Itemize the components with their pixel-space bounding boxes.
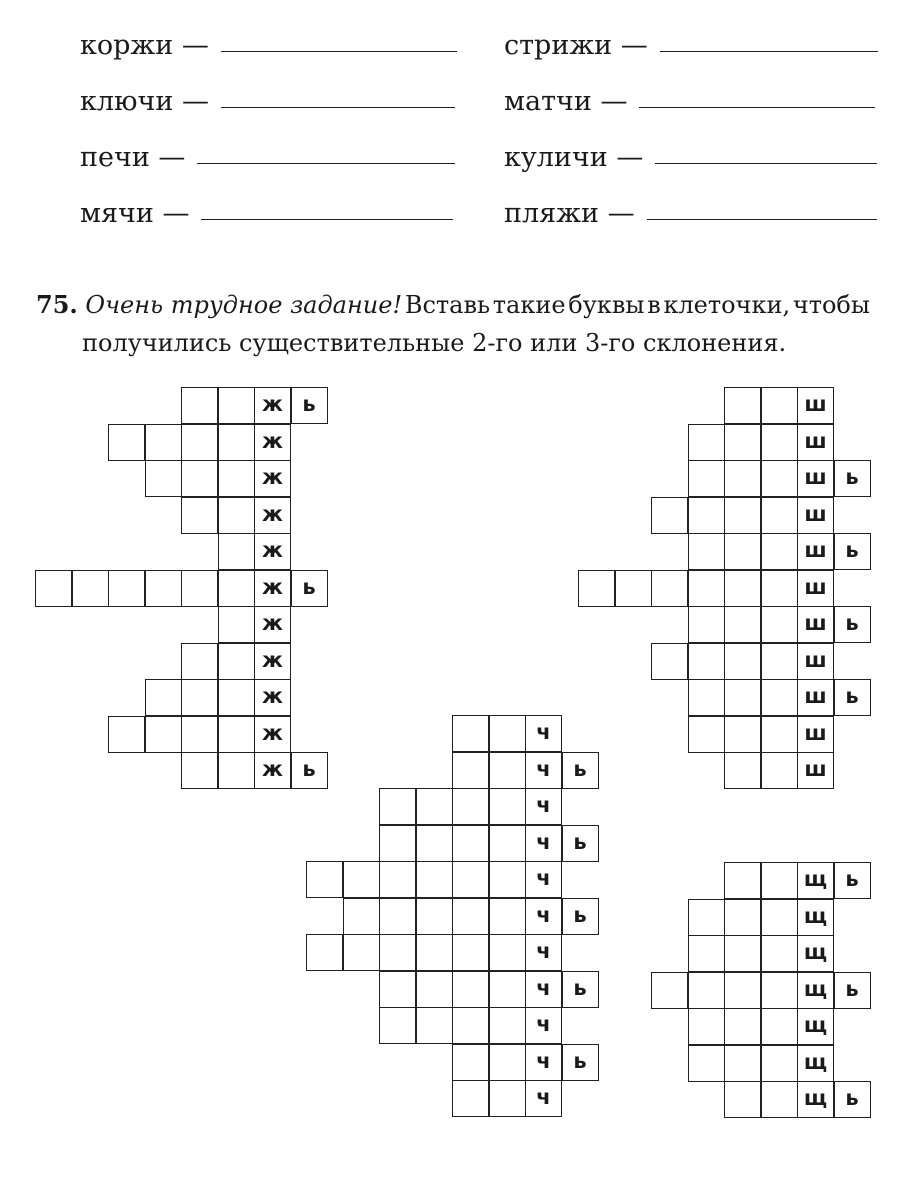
blank-cell[interactable]	[416, 898, 453, 935]
word-row-4	[504, 86, 875, 117]
blank-cell[interactable]	[416, 934, 453, 971]
blank-cell[interactable]	[218, 606, 255, 643]
task-word: клеточки,	[663, 291, 791, 319]
letter-cell: ш	[797, 497, 834, 534]
blank-cell[interactable]	[306, 861, 343, 898]
letter-cell: щ	[797, 1081, 834, 1118]
word-row-8	[504, 198, 877, 229]
blank-cell[interactable]	[218, 570, 255, 607]
letter-cell: щ	[797, 1008, 834, 1045]
blank-cell[interactable]	[181, 424, 218, 461]
blank-cell[interactable]	[452, 715, 489, 752]
blank-cell[interactable]	[761, 606, 798, 643]
blank-cell[interactable]	[452, 934, 489, 971]
letter-cell: ж	[254, 606, 291, 643]
answer-line[interactable]	[639, 106, 875, 108]
blank-cell[interactable]	[145, 424, 182, 461]
blank-cell[interactable]	[761, 1081, 798, 1118]
word-label: коржи —	[80, 30, 209, 61]
task-word: Вставь	[404, 291, 491, 319]
blank-cell[interactable]	[145, 570, 182, 607]
letter-cell: ч	[525, 898, 562, 935]
letter-cell: ж	[254, 497, 291, 534]
word-row-1	[80, 30, 457, 61]
blank-cell[interactable]	[761, 935, 798, 972]
blank-cell[interactable]	[489, 898, 526, 935]
blank-cell[interactable]	[724, 570, 761, 607]
blank-cell[interactable]	[145, 679, 182, 716]
word-row-6	[504, 142, 877, 173]
task-lead	[36, 286, 402, 324]
task-word: такие	[492, 291, 566, 319]
blank-cell[interactable]	[688, 497, 725, 534]
blank-cell[interactable]	[452, 825, 489, 862]
blank-cell[interactable]	[452, 1080, 489, 1117]
word-label: куличи —	[504, 142, 644, 173]
letter-cell: ш	[797, 570, 834, 607]
blank-cell[interactable]	[761, 972, 798, 1009]
blank-cell[interactable]	[35, 570, 72, 607]
letter-cell: ж	[254, 716, 291, 753]
task-line-1	[36, 286, 870, 324]
letter-cell: ч	[525, 788, 562, 825]
blank-cell[interactable]	[724, 679, 761, 716]
task-word: чтобы	[792, 291, 870, 319]
blank-cell[interactable]	[724, 387, 761, 424]
letter-cell: ш	[797, 533, 834, 570]
letter-cell: ж	[254, 460, 291, 497]
task-number: 75.	[36, 290, 78, 319]
blank-cell[interactable]	[181, 460, 218, 497]
blank-cell[interactable]	[108, 716, 145, 753]
blank-cell[interactable]	[724, 862, 761, 899]
blank-cell[interactable]	[218, 424, 255, 461]
blank-cell[interactable]	[688, 899, 725, 936]
blank-cell[interactable]	[761, 460, 798, 497]
blank-cell[interactable]	[379, 934, 416, 971]
letter-cell: щ	[797, 899, 834, 936]
blank-cell[interactable]	[688, 533, 725, 570]
letter-cell: ч	[525, 971, 562, 1008]
blank-cell[interactable]	[306, 934, 343, 971]
blank-cell[interactable]	[489, 715, 526, 752]
blank-cell[interactable]	[218, 752, 255, 789]
blank-cell[interactable]	[343, 934, 380, 971]
blank-cell[interactable]	[724, 1008, 761, 1045]
blank-cell[interactable]	[651, 643, 688, 680]
blank-cell[interactable]	[379, 971, 416, 1008]
letter-cell: ж	[254, 424, 291, 461]
letter-cell: ь	[562, 752, 599, 789]
blank-cell[interactable]	[181, 643, 218, 680]
word-row-2	[504, 30, 878, 61]
blank-cell[interactable]	[108, 424, 145, 461]
task-hint: Очень трудное задание!	[85, 291, 403, 319]
letter-cell: ш	[797, 460, 834, 497]
letter-cell: ь	[834, 972, 871, 1009]
blank-cell[interactable]	[489, 971, 526, 1008]
blank-cell[interactable]	[489, 1007, 526, 1044]
blank-cell[interactable]	[489, 788, 526, 825]
letter-cell: щ	[797, 935, 834, 972]
blank-cell[interactable]	[145, 716, 182, 753]
word-label: мячи —	[80, 198, 190, 229]
letter-cell: ж	[254, 679, 291, 716]
blank-cell[interactable]	[218, 497, 255, 534]
letter-cell: ч	[525, 1007, 562, 1044]
blank-cell[interactable]	[724, 935, 761, 972]
blank-cell[interactable]	[181, 570, 218, 607]
blank-cell[interactable]	[761, 716, 798, 753]
blank-cell[interactable]	[416, 788, 453, 825]
letter-cell: ч	[525, 825, 562, 862]
blank-cell[interactable]	[761, 899, 798, 936]
blank-cell[interactable]	[724, 1081, 761, 1118]
blank-cell[interactable]	[416, 861, 453, 898]
blank-cell[interactable]	[181, 679, 218, 716]
blank-cell[interactable]	[688, 1045, 725, 1082]
blank-cell[interactable]	[181, 387, 218, 424]
letter-cell: ь	[834, 533, 871, 570]
answer-line[interactable]	[221, 106, 455, 108]
blank-cell[interactable]	[578, 570, 615, 607]
blank-cell[interactable]	[489, 1044, 526, 1081]
blank-cell[interactable]	[761, 1008, 798, 1045]
task-word: буквы	[568, 291, 645, 319]
letter-cell: ж	[254, 643, 291, 680]
blank-cell[interactable]	[688, 972, 725, 1009]
letter-cell: ж	[254, 752, 291, 789]
answer-line[interactable]	[647, 218, 877, 220]
blank-cell[interactable]	[416, 971, 453, 1008]
letter-cell: ч	[525, 1044, 562, 1081]
blank-cell[interactable]	[489, 752, 526, 789]
blank-cell[interactable]	[651, 497, 688, 534]
blank-cell[interactable]	[761, 497, 798, 534]
blank-cell[interactable]	[761, 752, 798, 789]
word-label: пляжи —	[504, 198, 635, 229]
blank-cell[interactable]	[688, 1008, 725, 1045]
blank-cell[interactable]	[343, 898, 380, 935]
blank-cell[interactable]	[452, 971, 489, 1008]
blank-cell[interactable]	[489, 861, 526, 898]
letter-cell: ж	[254, 387, 291, 424]
blank-cell[interactable]	[452, 1007, 489, 1044]
letter-cell: ш	[797, 606, 834, 643]
letter-cell: ь	[291, 752, 328, 789]
letter-cell: ш	[797, 716, 834, 753]
letter-cell: ч	[525, 752, 562, 789]
blank-cell[interactable]	[218, 643, 255, 680]
blank-cell[interactable]	[145, 460, 182, 497]
blank-cell[interactable]	[181, 752, 218, 789]
letter-cell: ь	[834, 679, 871, 716]
letter-cell: ш	[797, 643, 834, 680]
blank-cell[interactable]	[489, 1080, 526, 1117]
word-label: ключи —	[80, 86, 209, 117]
blank-cell[interactable]	[724, 972, 761, 1009]
task-75	[36, 286, 870, 362]
letter-cell: ь	[562, 971, 599, 1008]
blank-cell[interactable]	[416, 1007, 453, 1044]
blank-cell[interactable]	[108, 570, 145, 607]
letter-cell: ч	[525, 1080, 562, 1117]
blank-cell[interactable]	[724, 460, 761, 497]
letter-cell: ь	[562, 898, 599, 935]
blank-cell[interactable]	[452, 861, 489, 898]
letter-cell: ь	[834, 460, 871, 497]
letter-cell: ч	[525, 934, 562, 971]
blank-cell[interactable]	[724, 716, 761, 753]
letter-cell: ь	[834, 606, 871, 643]
blank-cell[interactable]	[651, 972, 688, 1009]
letter-cell: ь	[291, 387, 328, 424]
letter-cell: ь	[562, 825, 599, 862]
blank-cell[interactable]	[72, 570, 109, 607]
letter-cell: ь	[834, 1081, 871, 1118]
word-row-5	[80, 142, 455, 173]
blank-cell[interactable]	[615, 570, 652, 607]
letter-cell: ь	[291, 570, 328, 607]
blank-cell[interactable]	[218, 387, 255, 424]
blank-cell[interactable]	[688, 424, 725, 461]
blank-cell[interactable]	[761, 387, 798, 424]
blank-cell[interactable]	[181, 716, 218, 753]
letter-cell: щ	[797, 1045, 834, 1082]
blank-cell[interactable]	[688, 606, 725, 643]
word-label: стрижи —	[504, 30, 648, 61]
blank-cell[interactable]	[452, 752, 489, 789]
blank-cell[interactable]	[218, 679, 255, 716]
blank-cell[interactable]	[379, 1007, 416, 1044]
blank-cell[interactable]	[452, 898, 489, 935]
blank-cell[interactable]	[218, 460, 255, 497]
blank-cell[interactable]	[688, 570, 725, 607]
blank-cell[interactable]	[688, 460, 725, 497]
blank-cell[interactable]	[688, 679, 725, 716]
blank-cell[interactable]	[724, 899, 761, 936]
letter-cell: ч	[525, 861, 562, 898]
blank-cell[interactable]	[218, 716, 255, 753]
answer-line[interactable]	[660, 50, 878, 52]
letter-cell: ч	[525, 715, 562, 752]
blank-cell[interactable]	[452, 1044, 489, 1081]
blank-cell[interactable]	[688, 643, 725, 680]
blank-cell[interactable]	[761, 533, 798, 570]
blank-cell[interactable]	[761, 862, 798, 899]
blank-cell[interactable]	[761, 679, 798, 716]
answer-line[interactable]	[201, 218, 453, 220]
blank-cell[interactable]	[724, 1045, 761, 1082]
answer-line[interactable]	[197, 162, 455, 164]
blank-cell[interactable]	[416, 825, 453, 862]
letter-cell: ж	[254, 533, 291, 570]
blank-cell[interactable]	[761, 643, 798, 680]
blank-cell[interactable]	[343, 861, 380, 898]
blank-cell[interactable]	[379, 861, 416, 898]
blank-cell[interactable]	[379, 788, 416, 825]
letter-cell: ш	[797, 679, 834, 716]
letter-cell: щ	[797, 862, 834, 899]
answer-line[interactable]	[655, 162, 877, 164]
letter-cell: ь	[562, 1044, 599, 1081]
letter-cell: ш	[797, 752, 834, 789]
blank-cell[interactable]	[761, 1045, 798, 1082]
blank-cell[interactable]	[379, 898, 416, 935]
blank-cell[interactable]	[489, 934, 526, 971]
blank-cell[interactable]	[761, 570, 798, 607]
task-word: в	[647, 291, 661, 319]
task-line-2: получились существительные 2-го или 3-го склонения.	[82, 329, 787, 357]
letter-cell: ш	[797, 424, 834, 461]
word-label: матчи —	[504, 86, 628, 117]
letter-cell: ь	[834, 862, 871, 899]
letter-cell: щ	[797, 972, 834, 1009]
word-label: печи —	[80, 142, 186, 173]
blank-cell[interactable]	[688, 716, 725, 753]
blank-cell[interactable]	[688, 935, 725, 972]
blank-cell[interactable]	[724, 533, 761, 570]
blank-cell[interactable]	[761, 424, 798, 461]
letter-cell: ж	[254, 570, 291, 607]
blank-cell[interactable]	[724, 424, 761, 461]
blank-cell[interactable]	[724, 752, 761, 789]
blank-cell[interactable]	[651, 570, 688, 607]
letter-cell: ш	[797, 387, 834, 424]
blank-cell[interactable]	[724, 497, 761, 534]
blank-cell[interactable]	[218, 533, 255, 570]
blank-cell[interactable]	[181, 497, 218, 534]
blank-cell[interactable]	[379, 825, 416, 862]
blank-cell[interactable]	[489, 825, 526, 862]
blank-cell[interactable]	[452, 788, 489, 825]
word-row-3	[80, 86, 455, 117]
word-row-7	[80, 198, 453, 229]
blank-cell[interactable]	[724, 643, 761, 680]
answer-line[interactable]	[221, 50, 457, 52]
blank-cell[interactable]	[724, 606, 761, 643]
